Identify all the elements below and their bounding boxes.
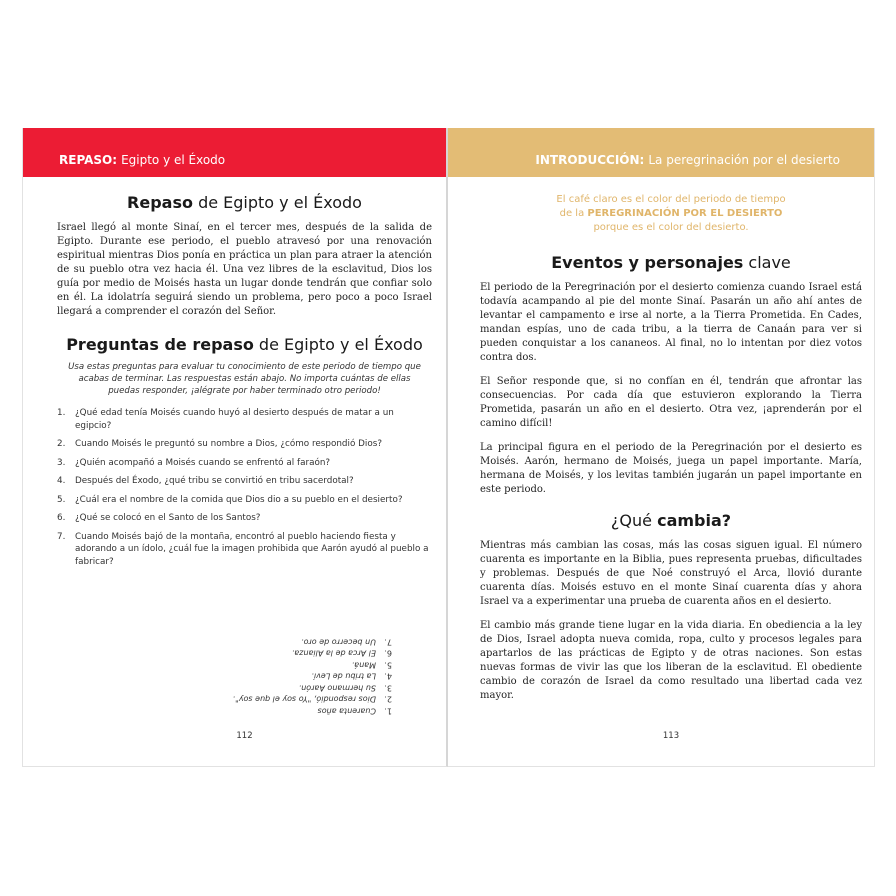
header-title: Egipto y el Éxodo: [121, 153, 226, 167]
question-item: [57, 475, 432, 488]
title-bold: Eventos y personajes: [551, 253, 744, 272]
question-number: 5.: [57, 494, 66, 505]
events-paragraph: El periodo de la Peregrinación por el desierto comienza cuando Israel está todavía acampando al pie del monte Sinaí. Pasarán un año ahí antes de levantar el campamento e irse al norte, a la Tierra Prometida. En Cades, mandan espías, uno de cada tribu, a la tierra de Canaán para ver si pueden conquistar a los cananeos. Al final, no lo intentan por diez votos contra dos.: [480, 282, 862, 363]
color-note-line: [480, 207, 862, 221]
answer-text: Maná.: [351, 660, 376, 669]
header-label: INTRODUCCIÓN:: [535, 153, 645, 167]
instructions-text: Usa estas preguntas para evaluar tu conocimiento de este periodo de tiempo que acabas de terminar. Las respuestas están abajo. No importa cuántas de ellas puedas responder, ¡alégrate por haber terminado otro periodo!: [68, 362, 421, 396]
answers-area: [57, 636, 432, 717]
color-note-line: porque es el color del desierto.: [593, 222, 749, 233]
question-text: Cuando Moisés bajó de la montaña, encontró al pueblo haciendo fiesta y adorando a un ídolo, ¿cuál fue la imagen prohibida que Aarón ayudó al pueblo a fabricar?: [75, 531, 429, 567]
question-number: 4.: [57, 476, 66, 486]
title-bold: cambia?: [657, 511, 732, 530]
title-rest: clave: [748, 253, 791, 272]
question-number: 7.: [57, 531, 66, 542]
spacer: [57, 574, 432, 636]
answer-text: Cuarenta años: [317, 706, 376, 715]
answer-text: Dios respondió, "Yo soy el que soy".: [232, 694, 376, 704]
question-item: [57, 531, 432, 569]
left-page: [22, 128, 448, 767]
question-text: Cuando Moisés le preguntó su nombre a Dios, ¿cómo respondió Dios?: [75, 439, 382, 449]
answer-number: 1.: [384, 706, 392, 715]
title-rest: de Egipto y el Éxodo: [198, 193, 362, 212]
header-label: REPASO:: [59, 153, 118, 167]
answer-item: [222, 705, 392, 717]
events-paragraph: La principal figura en el periodo de la Peregrinación por el desierto es Moisés. Aarón, hermano de Moisés, juega un papel importante. María, hermana de Moisés, y los levitas también jugarán un papel importante en este periodo.: [480, 442, 862, 495]
answer-number: 4.: [384, 671, 392, 681]
left-page-header: [23, 128, 446, 177]
answer-number: 5.: [384, 660, 392, 669]
intro-paragraph: Israel llegó al monte Sinaí, en el tercer mes, después de la salida de Egipto. Durante ese periodo, el pueblo atravesó por una renovación espiritual mientras Dios ponía en práctica un plan para atraer la atención de su pueblo otra vez hacia él. Una vez libres de la esclavitud, Dios los guía por medio de Moisés hasta un lugar donde tendrán que confiar solo en él. La idolatría seguirá siendo un problema, pero poco a poco Israel llegará a comprender el corazón del Señor.: [57, 222, 432, 317]
answer-item: [222, 682, 392, 694]
section-title-repaso: [57, 193, 432, 213]
answer-number: 2.: [384, 694, 392, 704]
question-text: ¿Qué edad tenía Moisés cuando huyó al desierto después de matar a un egipcio?: [75, 408, 394, 431]
page-number: 112: [236, 731, 253, 741]
question-text: Después del Éxodo, ¿qué tribu se convirtió en tribu sacerdotal?: [75, 476, 354, 486]
section-title-eventos: [480, 253, 862, 273]
left-page-body: [23, 177, 446, 766]
answer-item: [222, 693, 392, 705]
answer-item: [222, 636, 392, 648]
section-title-preguntas: [57, 335, 432, 355]
answer-number: 7.: [384, 637, 392, 646]
question-item: [57, 494, 432, 507]
title-rest: de Egipto y el Éxodo: [258, 335, 423, 354]
question-item: [57, 512, 432, 525]
color-note-prefix: de la: [559, 208, 585, 219]
answer-number: 6.: [384, 648, 392, 658]
answer-text: Un becerro de oro.: [301, 637, 376, 646]
answer-text: Su hermano Aarón.: [298, 683, 376, 692]
question-number: 1.: [57, 408, 66, 418]
question-number: 6.: [57, 513, 66, 523]
question-item: [57, 438, 432, 451]
answer-item: [222, 670, 392, 682]
header-title: La peregrinación por el desierto: [648, 153, 840, 167]
question-number: 3.: [57, 457, 66, 468]
right-page-header: [448, 128, 874, 177]
answer-item: [222, 659, 392, 671]
answer-number: 3.: [384, 683, 392, 692]
question-item: [57, 407, 432, 432]
changes-paragraph: El cambio más grande tiene lugar en la vida diaria. En obediencia a la ley de Dios, Israel adopta nueva comida, ropa, culto y procesos legales para apartarlos de las prácticas de Egipto y de otras naciones. Son estas nuevas formas de vivir las que los liberan de la esclavitud. El obediente cambio de corazón de Israel da como resultado una libertad cada vez mayor.: [480, 620, 862, 701]
spacer: [480, 703, 862, 716]
questions-list: [57, 407, 432, 574]
right-page-body: [448, 177, 874, 766]
answer-text: El Arca de la Alianza.: [291, 648, 376, 658]
answers-upside-down: [222, 636, 392, 717]
section-title-cambia: [480, 511, 862, 531]
question-item: [57, 457, 432, 470]
question-number: 2.: [57, 439, 66, 449]
answer-item: [222, 647, 392, 659]
changes-paragraph: Mientras más cambian las cosas, más las cosas siguen igual. El número cuarenta es importante en la Biblia, pues representa pruebas, dificultades y problemas. Después de que Noé construyó el Arca, llovió durante cuarenta días. Moisés estuvo en el monte Sinaí cuarenta días y ahora Israel va a experimentar una prueba de cuarenta años en el desierto.: [480, 540, 862, 607]
answer-text: La tribu de Leví.: [311, 671, 376, 681]
title-rest: ¿Qué: [610, 511, 652, 530]
events-paragraph: El Señor responde que, si no confían en él, tendrán que afrontar las consecuencias. Por cada día que estuvieron explorando la Tierra Prometida, pasarán un año en el desierto. Otra vez, ¡aprenderán por el camino difícil!: [480, 376, 862, 429]
question-text: ¿Qué se colocó en el Santo de los Santos?: [75, 513, 261, 523]
color-note-bold: PEREGRINACIÓN POR EL DESIERTO: [587, 208, 783, 219]
question-text: ¿Quién acompañó a Moisés cuando se enfrentó al faraón?: [75, 457, 331, 468]
question-text: ¿Cuál era el nombre de la comida que Dios dio a su pueblo en el desierto?: [75, 494, 403, 505]
color-note: [480, 193, 862, 235]
color-note-line: El café claro es el color del periodo de tiempo: [556, 194, 786, 205]
title-bold: Preguntas de repaso: [66, 335, 254, 354]
title-bold: Repaso: [127, 193, 193, 212]
page-number: 113: [662, 731, 680, 741]
right-page: [448, 128, 875, 767]
